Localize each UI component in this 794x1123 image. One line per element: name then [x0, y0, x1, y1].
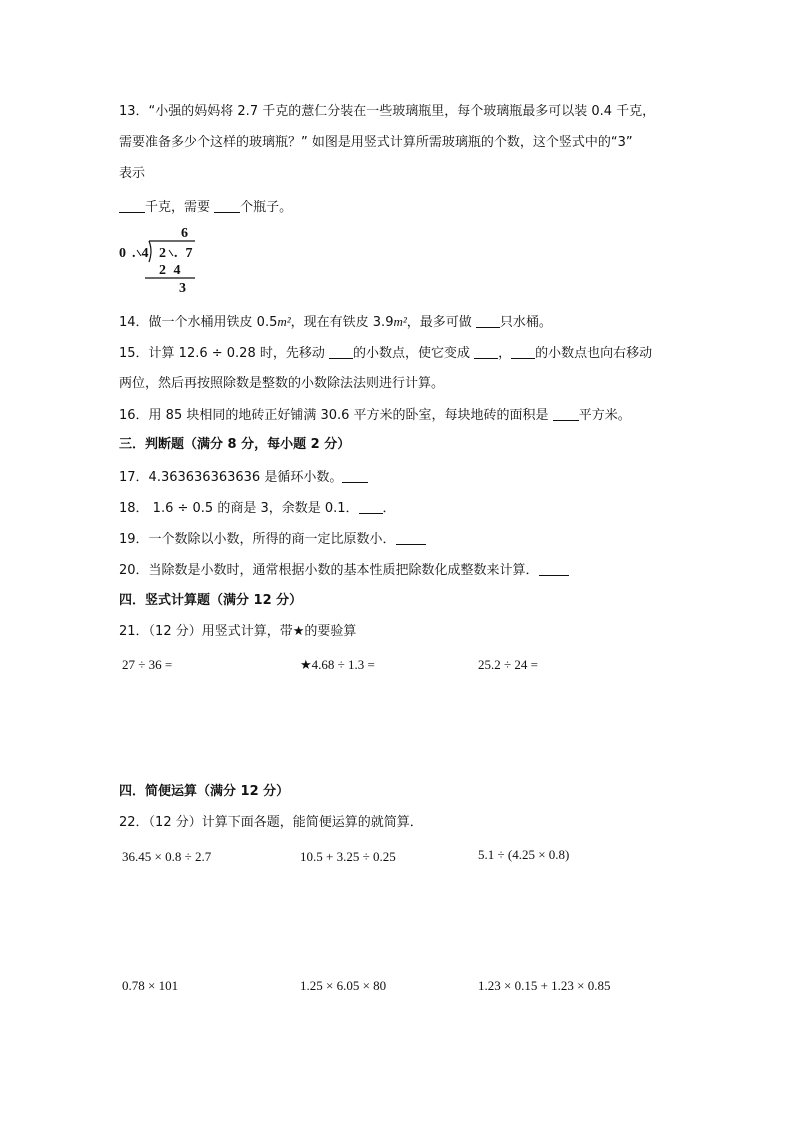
- section3-title: 三．判断题（满分 8 分，每小题 2 分）: [119, 437, 351, 452]
- q15-line2: 两位，然后再按照除数是整数的小数除法法则进行计算。: [119, 376, 445, 391]
- q14-unit2: m²: [393, 314, 407, 329]
- q13-line1: 13．“小强的妈妈将 2.7 千克的薏仁分装在一些玻璃瓶里，每个玻璃瓶最多可以装 0.4 千克，: [119, 104, 656, 119]
- q16-tail: 平方米。: [578, 408, 631, 423]
- answer-blank[interactable]: [329, 344, 353, 359]
- q22-expr-2: 10.5 + 3.25 ÷ 0.25: [300, 849, 396, 864]
- q15-mid2: ，: [498, 346, 512, 361]
- long-division-figure: [119, 226, 209, 298]
- q15-pre: 15．计算 12.6 ÷ 0.28 时，先移动: [119, 346, 325, 361]
- answer-blank[interactable]: [359, 499, 383, 514]
- q16-line: [119, 406, 631, 425]
- q13-line2: 需要准备多少个这样的玻璃瓶？” 如图是用竖式计算所需玻璃瓶的个数，这个竖式中的“3”: [119, 135, 633, 150]
- q22-expr-3: 5.1 ÷ (4.25 × 0.8): [478, 847, 570, 862]
- q22-expr-5: 1.25 × 6.05 × 80: [300, 978, 387, 993]
- q21-expr-1: 27 ÷ 36 =: [122, 657, 173, 672]
- division-lines: [119, 226, 209, 298]
- q14-mid: ，现在有铁皮 3.9: [290, 315, 394, 330]
- q13-b-suffix: 个瓶子。: [240, 200, 293, 215]
- q14-tail: 只水桶。: [499, 315, 552, 330]
- q13-a-suffix: 千克，需要: [145, 200, 211, 215]
- q22-expr-1: 36.45 × 0.8 ÷ 2.7: [122, 849, 212, 864]
- q18-line: [119, 499, 396, 518]
- division-divisor: 0.4: [119, 246, 155, 261]
- section4a-title: 四．竖式计算题（满分 12 分）: [119, 593, 303, 608]
- q22-expr-4: 0.78 × 101: [122, 978, 179, 993]
- q14-unit1: m²: [277, 314, 291, 329]
- q19-text: 19．一个数除以小数，所得的商一定比原数小．: [119, 532, 396, 547]
- q20-line: [119, 561, 569, 580]
- answer-blank[interactable]: [474, 344, 498, 359]
- answer-blank[interactable]: [214, 198, 240, 213]
- q14-post: ，最多可做: [406, 315, 472, 330]
- answer-blank[interactable]: [396, 530, 426, 545]
- answer-blank[interactable]: [476, 313, 500, 328]
- q14-pre: 14．做一个水桶用铁皮 0.5: [119, 315, 278, 330]
- q15-tail: 的小数点也向右移动: [535, 346, 653, 361]
- q14-line: [119, 313, 552, 332]
- q21-expr-2: ★4.68 ÷ 1.3 =: [300, 657, 375, 672]
- answer-blank[interactable]: [342, 468, 368, 483]
- q18-tail: ．: [382, 501, 396, 516]
- q22-text: 22．（12 分）计算下面各题，能简便运算的就简算．: [119, 815, 423, 830]
- q13-line3: 表示: [119, 166, 146, 181]
- q15-line1: [119, 344, 652, 363]
- division-product: 2 4: [159, 263, 183, 278]
- q22-expr-6: 1.23 × 0.15 + 1.23 × 0.85: [478, 978, 611, 993]
- q18-text: 18． 1.6 ÷ 0.5 的商是 3，余数是 0.1．: [119, 501, 359, 516]
- q19-line: [119, 530, 426, 549]
- division-dividend: 2.7: [159, 246, 201, 261]
- division-quotient: 6: [181, 226, 188, 241]
- answer-blank[interactable]: [119, 198, 145, 213]
- q13-answer-line: [119, 198, 292, 217]
- answer-blank[interactable]: [511, 344, 535, 359]
- division-remainder: 3: [179, 281, 186, 296]
- section4b-title: 四．简便运算（满分 12 分）: [119, 784, 290, 799]
- answer-blank[interactable]: [553, 406, 579, 421]
- answer-blank[interactable]: [539, 561, 569, 576]
- q16-pre: 16．用 85 块相同的地砖正好铺满 30.6 平方米的卧室，每块地砖的面积是: [119, 408, 549, 423]
- q20-text: 20．当除数是小数时，通常根据小数的基本性质把除数化成整数来计算．: [119, 563, 539, 578]
- q17-text: 17．4.363636363636 是循环小数。: [119, 470, 343, 485]
- q17-line: [119, 468, 368, 487]
- q21-text: 21．（12 分）用竖式计算，带★的要验算: [119, 624, 357, 639]
- q15-mid1: 的小数点，使它变成: [353, 346, 471, 361]
- q21-expr-3: 25.2 ÷ 24 =: [478, 657, 538, 672]
